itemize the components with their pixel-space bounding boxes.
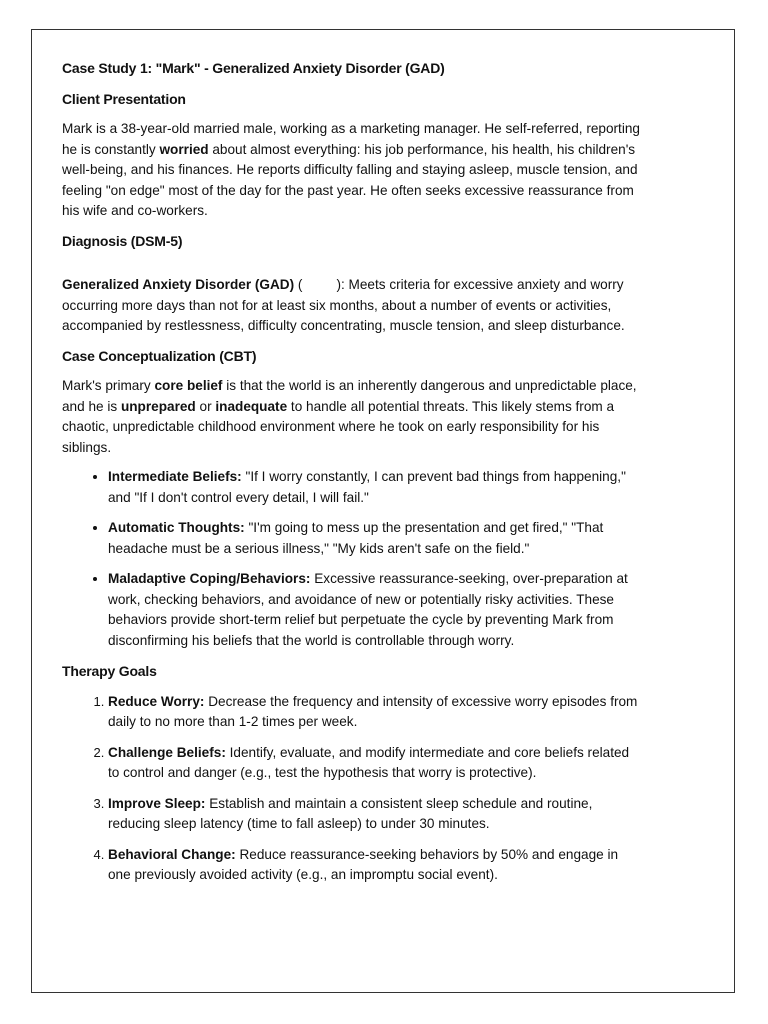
conceptualization-list bbox=[62, 467, 642, 651]
list-item-text: "If I worry constantly, I can prevent bad things from happening," and "If I don't control every detail, I will fail." bbox=[108, 469, 626, 505]
list-item bbox=[108, 794, 642, 835]
document-content bbox=[62, 58, 642, 896]
client-text-2: about almost everything: his job performance, his health, his children's well-being, and his finances. He reports difficulty falling and staying asleep, muscle tension, and feeling "on edge" most of the day for the past year. He often seeks excessive reassurance from his wife and co-workers. bbox=[62, 141, 638, 218]
heading-conceptualization: Case Conceptualization (CBT) bbox=[62, 347, 257, 364]
list-item-text: Excessive reassurance-seeking, over-preparation at work, checking behaviors, and avoidance of new or potentially risky activities. These behaviors provide short-term relief but perpetuate the cycle by preventing Mark from disconfirming his beliefs that the world is controllable through worry. bbox=[108, 571, 628, 648]
list-item-text: Decrease the frequency and intensity of excessive worry episodes from daily to no more than 1-2 times per week. bbox=[108, 693, 638, 729]
document-title: Case Study 1: "Mark" - Generalized Anxiety Disorder (GAD) bbox=[62, 60, 445, 76]
list-item-label: Automatic Thoughts: bbox=[108, 520, 245, 535]
diagnosis-paren: ( bbox=[294, 277, 303, 292]
concept-text-2: is that the world is an inherently dangerous and unpredictable place, and he is bbox=[62, 378, 637, 414]
client-presentation-paragraph bbox=[62, 119, 642, 222]
concept-bold-inadequate: inadequate bbox=[215, 398, 288, 414]
heading-therapy-goals: Therapy Goals bbox=[62, 663, 157, 679]
list-item-label: Maladaptive Coping/Behaviors: bbox=[108, 571, 311, 586]
list-item-text: Reduce reassurance-seeking behaviors by 50% and engage in one previously avoided activity (e.g., an impromptu social event). bbox=[108, 846, 619, 882]
list-item bbox=[108, 569, 642, 651]
therapy-goals-list bbox=[62, 692, 642, 886]
diagnosis-paragraph bbox=[62, 275, 642, 337]
list-item-label: Behavioral Change: bbox=[108, 846, 236, 862]
list-item-label: Improve Sleep: bbox=[108, 795, 206, 811]
client-bold-worried: worried bbox=[159, 141, 209, 157]
list-item-text: Establish and maintain a consistent sleep schedule and routine, reducing sleep latency (time to fall asleep) to under 30 minutes. bbox=[108, 795, 593, 831]
list-item bbox=[108, 692, 642, 733]
concept-text-4: to handle all potential threats. This likely stems from a chaotic, unpredictable childhood environment where he took on early responsibility for his siblings. bbox=[62, 398, 615, 455]
list-item-label: Reduce Worry: bbox=[108, 693, 205, 709]
conceptualization-paragraph bbox=[62, 376, 642, 458]
list-item-label: Intermediate Beliefs: bbox=[108, 469, 242, 484]
concept-bold-core-belief: core belief bbox=[154, 378, 223, 393]
heading-diagnosis: Diagnosis (DSM-5) bbox=[62, 232, 183, 249]
list-item bbox=[108, 845, 642, 886]
concept-bold-unprepared: unprepared bbox=[120, 398, 196, 414]
list-item-text: Identify, evaluate, and modify intermediate and core beliefs related to control and danger (e.g., test the hypothesis that worry is protective). bbox=[108, 744, 630, 780]
concept-text-3: or bbox=[195, 398, 216, 414]
list-item-label: Challenge Beliefs: bbox=[108, 744, 226, 760]
client-text-1: Mark is a 38-year-old married male, working as a marketing manager. He self-referred, reporting he is constantly bbox=[62, 121, 640, 157]
list-item bbox=[108, 743, 642, 784]
list-item-text: "I'm going to mess up the presentation and get fired," "That headache must be a serious illness," "My kids aren't safe on the field." bbox=[108, 520, 604, 556]
heading-client-presentation: Client Presentation bbox=[62, 90, 186, 107]
diagnosis-text: ): Meets criteria for excessive anxiety and worry occurring more days than not for at least six months, about a number of events or activities, accompanied by restlessness, difficulty concentrating, muscle tension, and sleep disturbance. bbox=[62, 277, 625, 333]
list-item bbox=[108, 467, 642, 508]
diagnosis-bold: Generalized Anxiety Disorder (GAD) bbox=[62, 277, 295, 292]
list-item bbox=[108, 518, 642, 559]
concept-text-1: Mark's primary bbox=[62, 378, 155, 393]
